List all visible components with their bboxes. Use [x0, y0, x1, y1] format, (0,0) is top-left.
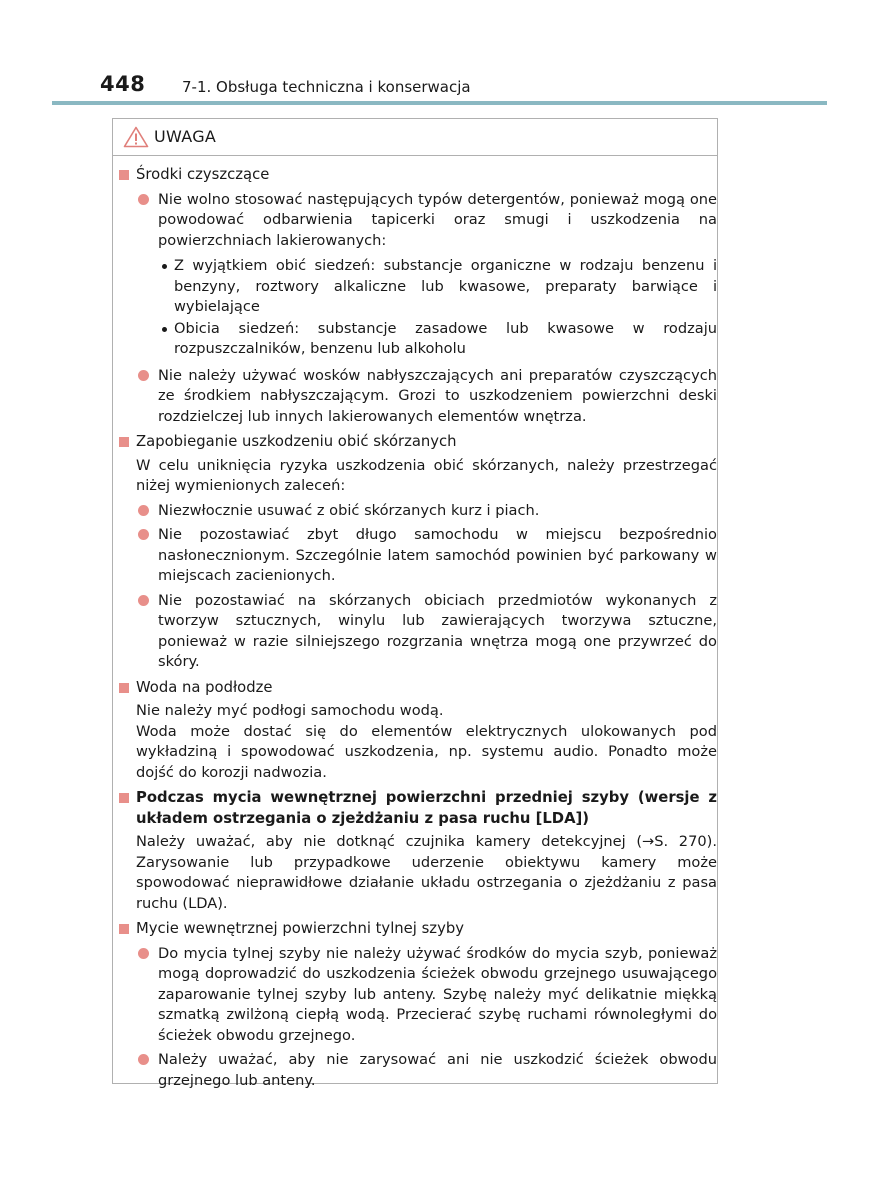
section-heading-text: Woda na podłodze	[136, 678, 273, 696]
list-item-text: Do mycia tylnej szyby nie należy używać środków do mycia szyb, ponieważ mogą doprowadzić do uszkodzenia ścieżek obwodu grzejnego usuwającego zaparowanie tylnej szyby lub anteny. Szybę należy myć delikatnie miękką szmatką zwilżoną ciepłą wodą. Przecierać szybę ruchami równoległymi do ścieżek obwodu grzejnego.	[158, 944, 717, 1044]
paragraph: W celu uniknięcia ryzyka uszkodzenia obić skórzanych, należy przestrzegać niżej wymienionych zaleceń:	[136, 456, 717, 494]
list-item	[117, 1050, 717, 1091]
section-heading	[117, 919, 717, 940]
chapter-title: 7-1. Obsługa techniczna i konserwacja	[182, 78, 471, 96]
list-item-text: Nie wolno stosować następujących typów detergentów, ponieważ mogą one powodować odbarwienia tapicerki oraz smugi i uszkodzenia na powierzchniach lakierowanych:	[158, 190, 717, 249]
list-item	[117, 501, 717, 522]
section-heading	[117, 678, 717, 699]
circle-bullet-icon	[138, 595, 149, 606]
paragraph: Woda może dostać się do elementów elektrycznych ulokowanych pod wykładziną i spowodować uszkodzenia, np. systemu audio. Ponadto może dojść do korozji nadwozia.	[136, 722, 717, 781]
warning-box	[112, 118, 718, 1089]
section-heading-text: Środki czyszczące	[136, 166, 270, 183]
warning-content	[117, 165, 717, 1091]
sub-list-item	[117, 319, 717, 360]
sub-list-item-text: Obicia siedzeń: substancje zasadowe lub kwasowe w rodzaju rozpuszczalników, benzenu lub alkoholu	[174, 319, 717, 357]
circle-bullet-icon	[138, 529, 149, 540]
warning-triangle-icon	[123, 126, 149, 148]
circle-bullet-icon	[138, 505, 149, 516]
square-bullet-icon	[119, 437, 129, 447]
sub-list-item-text: Z wyjątkiem obić siedzeń: substancje organiczne w rodzaju benzenu i benzyny, roztwory alkaliczne lub kwasowe, preparaty barwiące i wybielające	[174, 257, 717, 315]
list-item-text: Należy uważać, aby nie zarysować ani nie uszkodzić ścieżek obwodu grzejnego lub anteny.	[158, 1051, 717, 1089]
list-item-text: Nie należy używać wosków nabłyszczających ani preparatów czyszczących ze środkiem nabłyszczającym. Grozi to uszkodzeniem powierzchni deski rozdzielczej lub innych lakierowanych elementów wnętrza.	[158, 366, 717, 425]
header-divider	[52, 101, 827, 105]
warning-title: UWAGA	[154, 127, 217, 146]
list-item	[117, 591, 717, 673]
list-item	[117, 190, 717, 252]
circle-bullet-icon	[138, 370, 149, 381]
list-item-text: Niezwłocznie usuwać z obić skórzanych kurz i piach.	[158, 501, 540, 519]
list-item-text: Nie pozostawiać zbyt długo samochodu w miejscu bezpośrednio nasłonecznionym. Szczególnie latem samochód powinien być parkowany w miejscach zacienionych.	[158, 526, 717, 584]
list-item-text: Nie pozostawiać na skórzanych obiciach przedmiotów wykonanych z tworzyw sztucznych, winylu lub zawierających tworzywa sztuczne, ponieważ w razie silniejszego rozgrzania wnętrza mogą one przywrzeć do skóry.	[158, 591, 717, 670]
list-item	[117, 944, 717, 1047]
paragraph: Nie należy myć podłogi samochodu wodą.	[136, 702, 444, 719]
sub-list-item	[117, 256, 717, 318]
page-number: 448	[100, 72, 146, 96]
section-heading-text: Mycie wewnętrznej powierzchni tylnej szyby	[136, 920, 464, 937]
section-heading-text: Zapobieganie uszkodzeniu obić skórzanych	[136, 433, 457, 450]
circle-bullet-icon	[138, 194, 149, 205]
section-heading-text: Podczas mycia wewnętrznej powierzchni przedniej szyby (wersje z układem ostrzegania o zjeżdżaniu z pasa ruchu [LDA])	[136, 789, 717, 827]
sub-list	[117, 256, 717, 360]
circle-bullet-icon	[138, 1054, 149, 1065]
warning-header	[113, 119, 717, 156]
dot-bullet-icon	[162, 264, 167, 269]
square-bullet-icon	[119, 793, 129, 803]
section-heading	[117, 165, 717, 186]
section-heading	[117, 788, 717, 829]
square-bullet-icon	[119, 924, 129, 934]
paragraph: Należy uważać, aby nie dotknąć czujnika kamery detekcyjnej (→S. 270). Zarysowanie lub przypadkowe uderzenie obiektywu kamery może spowodować nieprawidłowe działanie układu ostrzegania o zjeżdżaniu z pasa ruchu (LDA).	[136, 833, 717, 912]
section-heading	[117, 432, 717, 453]
circle-bullet-icon	[138, 948, 149, 959]
list-item	[117, 525, 717, 587]
list-item	[117, 366, 717, 428]
dot-bullet-icon	[162, 327, 167, 332]
square-bullet-icon	[119, 683, 129, 693]
square-bullet-icon	[119, 170, 129, 180]
